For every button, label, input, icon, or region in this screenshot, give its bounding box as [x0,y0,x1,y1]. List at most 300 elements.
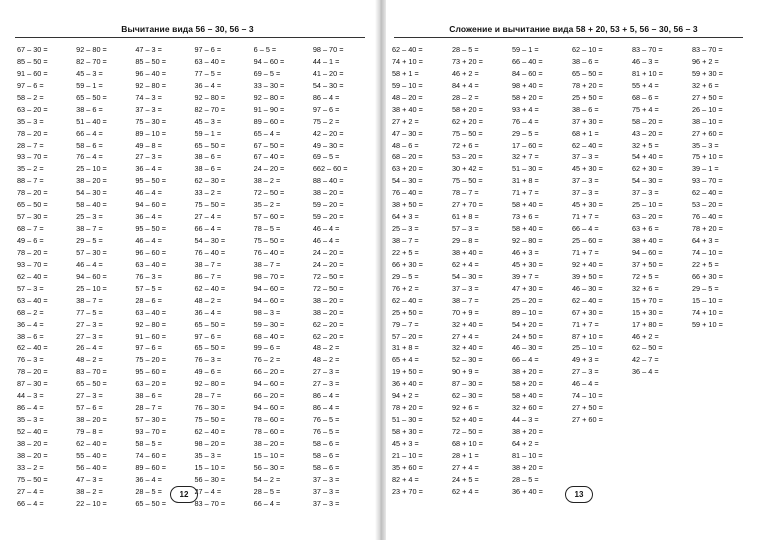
exercise: 38 + 50 = [392,200,423,210]
exercise: 88 – 7 = [17,176,44,186]
exercise: 32 + 40 = [452,343,483,353]
exercise: 91 – 90 = [253,104,285,114]
exercise: 79 – 8 = [76,427,103,436]
exercise: 57 – 30 = [76,247,107,257]
exercise: 95 – 60 = [135,367,166,377]
exercise: 36 – 4 = [632,367,659,377]
exercise: 62 – 30 = [194,176,226,186]
exercise: 28 – 7 = [135,403,162,413]
exercise: 38 – 6 = [76,104,103,114]
exercise: 86 – 4 = [312,92,340,102]
exercise: 81 – 10 = [512,450,543,460]
exercise: 45 + 30 = [572,164,603,174]
exercise: 72 – 50 = [253,188,285,198]
exercise: 74 + 10 = [392,56,423,66]
exercise: 36 + 40 = [392,379,423,389]
exercise: 49 – 6 = [194,367,222,377]
exercise: 38 – 20 = [17,438,48,448]
exercise: 46 – 30 = [572,283,603,293]
exercise: 35 + 60 = [392,462,423,472]
exercise: 97 – 6 = [312,104,340,114]
exercise: 44 – 3 = [512,415,539,425]
exercise: 72 – 50 = [312,283,344,293]
exercise: 46 + 2 = [452,68,479,78]
exercise: 46 + 3 = [512,247,539,257]
exercise [690,390,750,402]
exercise: 27 – 3 = [76,391,103,401]
exercise: 62 + 30 = [632,164,663,174]
exercise: 59 + 30 = [692,68,723,78]
exercise: 58 + 1 = [392,68,419,78]
exercise: 36 – 4 = [194,307,222,317]
exercise: 38 + 40 = [452,247,483,257]
exercise: 45 – 3 = [194,116,222,126]
exercise: 76 – 4 = [76,152,103,162]
exercise: 93 – 70 = [135,427,166,436]
exercise: 6 – 5 = [253,45,277,54]
exercise: 94 – 60 = [253,379,285,389]
exercise: 58 – 6 = [76,140,103,150]
exercise [570,462,630,474]
exercise: 57 – 5 = [135,283,162,293]
exercise: 24 + 5 = [452,474,479,484]
exercise: 27 + 4 = [452,331,479,341]
exercise: 57 – 60 = [253,212,285,222]
exercise: 38 – 7 = [253,259,281,269]
exercise: 75 – 50 = [194,200,226,210]
exercise: 78 – 60 = [253,427,285,436]
exercise: 68 – 40 = [253,331,285,341]
exercise: 32 + 7 = [512,152,539,162]
exercise: 92 + 6 = [452,403,479,413]
exercise: 22 + 5 = [392,247,419,257]
exercise: 76 – 4 = [512,116,539,126]
exercise: 87 – 30 = [17,379,48,389]
exercise: 79 – 7 = [392,319,419,329]
exercise: 47 – 3 = [135,45,162,54]
exercise: 94 – 60 = [253,403,285,413]
exercise: 35 – 3 = [194,450,222,460]
exercise: 38 – 7 = [392,236,419,245]
page-number: 12 [170,486,198,503]
exercise: 38 – 10 = [692,116,723,126]
exercise: 57 – 30 = [135,415,166,425]
exercise: 29 – 5 = [512,128,539,138]
exercise: 38 – 2 = [76,486,103,496]
title-underline [15,37,365,38]
exercise: 41 – 20 = [312,68,344,78]
exercise [570,450,630,462]
exercise: 78 – 20 = [17,247,48,257]
exercise: 52 – 40 = [17,427,48,436]
exercise: 76 – 40 = [392,188,423,198]
exercise: 48 – 2 = [194,295,222,305]
right-page [386,0,761,540]
exercise: 62 – 30 = [452,391,483,401]
exercise: 69 – 5 = [253,68,281,78]
exercise: 38 – 20 = [17,450,48,460]
exercise: 66 – 20 = [253,391,285,401]
exercise: 19 + 50 = [392,367,423,377]
exercise: 76 – 3 = [17,355,44,365]
exercise: 63 + 20 = [392,164,423,174]
exercise: 76 – 3 = [194,355,222,365]
exercise: 59 – 1 = [76,80,103,90]
exercise: 92 + 40 = [572,259,603,269]
exercise: 37 – 3 = [572,152,599,162]
exercise: 57 – 20 = [392,331,423,341]
exercise: 95 – 50 = [135,176,166,186]
exercise: 27 + 50 = [572,403,603,413]
exercise: 25 – 10 = [572,343,603,353]
exercise: 65 – 50 = [17,200,48,210]
exercise [690,402,750,414]
exercise: 38 + 20 = [512,462,543,472]
exercise: 31 + 8 = [512,176,539,186]
exercise [690,366,750,378]
exercise: 45 + 3 = [392,438,419,448]
exercise: 58 – 6 = [312,462,340,472]
exercise [570,438,630,450]
exercise: 63 + 6 = [632,224,659,234]
exercise: 27 + 60 = [692,128,723,138]
exercise: 48 – 6 = [392,140,419,150]
exercise: 52 – 30 = [452,355,483,365]
exercise: 27 – 3 = [76,331,103,341]
exercise: 38 – 7 = [76,224,103,234]
exercise: 59 + 10 = [692,319,723,329]
exercise: 94 – 60 = [253,283,285,293]
exercise: 53 – 20 = [452,152,483,162]
exercise [630,486,690,498]
exercise: 75 – 30 = [135,116,166,126]
exercise: 35 – 3 = [17,116,44,126]
exercise: 78 – 5 = [253,224,281,234]
exercise: 78 + 20 = [572,80,603,90]
exercise: 28 – 7 = [194,391,222,401]
exercise: 48 – 20 = [392,92,423,102]
exercise: 35 – 2 = [17,164,44,174]
exercise: 70 + 9 = [452,307,479,317]
exercise: 27 + 2 = [392,116,419,126]
exercise: 66 + 30 = [392,259,423,269]
exercise: 54 – 30 = [312,80,344,90]
exercise: 95 – 50 = [135,224,166,234]
exercise: 28 – 5 = [253,486,281,496]
exercise: 92 – 80 = [76,45,107,54]
exercise: 65 – 50 = [76,379,107,389]
exercise: 38 + 20 = [512,427,543,436]
exercise: 25 + 50 = [392,307,423,317]
exercise: 27 + 60 = [572,415,603,425]
exercise: 92 – 80 = [194,92,226,102]
exercise: 94 + 2 = [392,391,419,401]
exercise: 62 – 40 = [392,295,423,305]
exercise: 58 + 40 = [512,224,543,234]
exercise: 57 – 3 = [17,283,44,293]
exercise: 38 – 7 = [452,295,479,305]
exercise: 67 – 40 = [253,152,285,162]
exercise: 23 + 70 = [392,486,423,496]
exercise: 75 – 50 = [194,415,226,425]
exercise: 38 – 2 = [253,176,281,186]
exercise [690,378,750,390]
exercise: 96 – 40 = [135,68,166,78]
exercise: 62 – 40 = [194,283,226,293]
exercise [570,474,630,486]
exercise: 58 + 40 = [512,200,543,210]
exercise: 73 + 6 = [512,212,539,222]
exercise: 84 – 60 = [512,68,543,78]
exercise: 78 – 20 = [17,188,48,198]
exercise: 55 – 40 = [76,450,107,460]
exercise: 91 – 60 = [17,68,48,78]
exercise: 59 – 20 = [312,212,344,222]
exercise: 49 – 30 = [312,140,344,150]
exercise: 71 + 7 = [512,188,539,198]
exercise: 37 + 50 = [632,259,663,269]
exercise: 55 + 4 = [632,80,659,90]
exercise: 58 – 20 = [632,116,663,126]
exercise: 27 – 3 = [76,319,103,329]
exercise: 46 – 4 = [312,236,340,245]
exercise: 68 + 10 = [452,438,483,448]
exercise-grid [15,44,370,510]
exercise: 24 – 20 = [253,164,285,174]
exercise: 58 + 20 = [512,92,543,102]
exercise: 76 – 40 = [253,247,285,257]
exercise: 62 – 40 = [572,140,603,150]
exercise: 63 – 40 = [135,307,166,317]
exercise: 27 – 4 = [17,486,44,496]
exercise: 94 – 60 = [76,271,107,281]
exercise: 56 – 40 = [76,462,107,472]
exercise: 89 – 10 = [512,307,543,317]
exercise: 74 – 10 = [692,247,723,257]
exercise: 56 – 30 = [194,474,226,484]
exercise: 62 + 4 = [452,486,479,496]
exercise: 76 – 30 = [194,403,226,413]
exercise: 76 – 40 = [194,247,226,257]
exercise: 31 + 8 = [392,343,419,353]
exercise: 36 – 4 = [194,80,222,90]
title-underline [394,37,743,38]
exercise: 25 – 10 = [632,200,663,210]
book-spine [375,0,386,540]
exercise: 68 – 2 = [17,307,44,317]
exercise: 83 – 70 = [632,45,663,54]
exercise: 58 – 40 = [76,200,107,210]
exercise: 62 – 40 = [392,45,423,54]
exercise: 17 – 60 = [512,140,543,150]
exercise: 67 – 30 = [17,45,48,54]
exercise: 62 – 40 = [194,427,226,436]
exercise: 75 + 4 = [632,104,659,114]
exercise: 38 – 20 = [312,307,344,317]
exercise: 38 + 40 = [392,104,423,114]
exercise: 97 – 6 = [194,45,222,54]
exercise: 32 + 5 = [632,140,659,150]
exercise: 38 – 7 = [194,259,222,269]
exercise: 63 – 40 = [194,56,226,66]
exercise: 27 – 3 = [572,367,599,377]
exercise: 58 – 5 = [135,438,162,448]
exercise: 45 + 30 = [572,200,603,210]
exercise: 28 – 5 = [135,486,162,496]
exercise: 47 + 30 = [512,283,543,293]
exercise: 28 – 2 = [452,92,479,102]
exercise: 36 – 4 = [135,212,162,222]
exercise: 67 – 50 = [253,140,285,150]
exercise: 59 – 1 = [512,45,539,54]
exercise: 59 – 10 = [392,80,423,90]
exercise: 15 + 30 = [632,307,663,317]
exercise: 26 – 4 = [76,343,103,353]
exercise: 28 – 5 = [512,474,539,484]
exercise: 74 – 10 = [572,391,603,401]
exercise [630,462,690,474]
exercise: 54 – 30 = [76,188,107,198]
exercise: 17 + 80 = [632,319,663,329]
exercise: 38 – 6 = [194,164,222,174]
exercise: 28 – 7 = [17,140,44,150]
exercise: 68 + 1 = [572,128,599,138]
exercise: 36 + 40 = [512,486,543,496]
exercise: 45 – 3 = [76,68,103,78]
exercise: 66 – 4 = [572,224,599,234]
exercise: 68 – 20 = [392,152,423,162]
exercise: 76 – 40 = [692,212,723,222]
page-number: 13 [565,486,593,503]
exercise: 30 + 42 = [452,164,483,174]
exercise: 15 – 10 = [194,462,226,472]
exercise: 38 + 20 = [512,367,543,377]
exercise: 46 + 2 = [632,331,659,341]
exercise: 65 – 50 = [572,68,603,78]
exercise: 76 – 3 = [135,271,162,281]
exercise: 62 – 40 = [17,343,48,353]
exercise: 59 – 20 = [312,200,344,210]
exercise: 46 – 4 = [312,224,340,234]
page-title: Сложение и вычитание вида 58 + 20, 53 + 5, 56 – 30, 56 – 3 [449,24,698,34]
exercise: 66 – 4 = [76,128,103,138]
exercise: 66 – 4 = [253,498,281,508]
exercise: 662 – 60 = [312,164,348,174]
exercise: 65 + 4 = [392,355,419,365]
exercise: 76 + 2 = [392,283,419,293]
exercise: 46 – 3 = [632,56,659,66]
exercise: 98 + 40 = [512,80,543,90]
exercise: 46 – 4 = [572,379,599,389]
exercise: 63 – 20 = [632,212,663,222]
exercise: 65 – 50 = [194,343,226,353]
exercise: 74 – 60 = [135,450,166,460]
exercise: 49 – 8 = [135,140,162,150]
exercise: 88 – 40 = [312,176,344,186]
exercise: 58 – 2 = [17,92,44,102]
exercise [630,426,690,438]
exercise: 54 + 40 = [632,152,663,162]
exercise: 62 – 50 = [632,343,663,353]
exercise: 46 – 4 = [135,236,162,245]
left-page [0,0,375,540]
exercise: 94 – 60 = [632,247,663,257]
exercise: 59 – 30 = [253,319,285,329]
exercise: 62 – 10 = [572,45,603,54]
exercise: 65 – 50 = [194,140,226,150]
exercise: 25 – 20 = [512,295,543,305]
exercise: 83 – 70 = [194,498,226,508]
exercise: 38 – 20 = [76,415,107,425]
exercise: 47 – 3 = [76,474,103,484]
exercise: 37 – 3 = [632,188,659,198]
exercise: 97 – 6 = [194,331,222,341]
exercise: 27 – 4 = [194,212,222,222]
exercise [690,486,750,498]
exercise: 74 + 10 = [692,307,723,317]
exercise: 38 – 6 = [135,391,162,401]
exercise: 85 – 50 = [17,56,48,66]
exercise: 64 + 3 = [392,212,419,222]
exercise: 38 – 20 = [253,438,285,448]
exercise: 96 + 2 = [692,56,719,66]
exercise: 62 – 20 = [312,331,344,341]
exercise: 15 – 10 = [692,295,723,305]
exercise [630,474,690,486]
exercise: 29 – 5 = [692,283,719,293]
exercise: 71 + 7 = [572,247,599,257]
exercise: 99 – 6 = [253,343,281,353]
exercise: 85 – 50 = [135,56,166,66]
exercise: 27 + 50 = [692,92,723,102]
exercise: 57 – 6 = [76,403,103,413]
exercise: 98 – 3 = [253,307,281,317]
exercise: 32 + 40 = [452,319,483,329]
exercise: 27 + 70 = [452,200,483,210]
exercise: 39 + 7 = [512,271,539,281]
exercise: 54 – 30 = [452,271,483,281]
exercise: 62 – 20 = [312,319,344,329]
exercise: 44 – 3 = [17,391,44,401]
exercise: 89 – 10 = [135,128,166,138]
exercise [630,414,690,426]
exercise: 67 + 30 = [572,307,603,317]
exercise: 66 – 4 = [194,224,222,234]
exercise: 97 – 6 = [135,343,162,353]
exercise: 48 – 2 = [312,355,340,365]
exercise: 72 – 50 = [312,271,344,281]
exercise: 92 – 80 = [194,379,226,389]
exercise: 83 – 70 = [692,45,723,54]
exercise: 93 – 70 = [17,152,48,162]
exercise: 86 – 4 = [312,391,340,401]
exercise [570,426,630,438]
page-title: Вычитание вида 56 – 30, 56 – 3 [121,24,254,34]
exercise: 98 – 70 = [253,271,285,281]
exercise [630,378,690,390]
exercise: 86 – 7 = [194,271,222,281]
exercise: 65 – 4 = [253,128,281,138]
exercise: 58 – 6 = [312,438,340,448]
exercise: 48 – 2 = [312,343,340,353]
exercise: 38 – 6 = [17,331,44,341]
exercise: 64 + 2 = [512,438,539,448]
exercise: 24 – 20 = [312,259,344,269]
exercise: 62 – 40 = [17,271,48,281]
exercise: 46 – 4 = [135,188,162,198]
exercise: 37 – 3 = [452,283,479,293]
exercise: 47 – 30 = [392,128,423,138]
